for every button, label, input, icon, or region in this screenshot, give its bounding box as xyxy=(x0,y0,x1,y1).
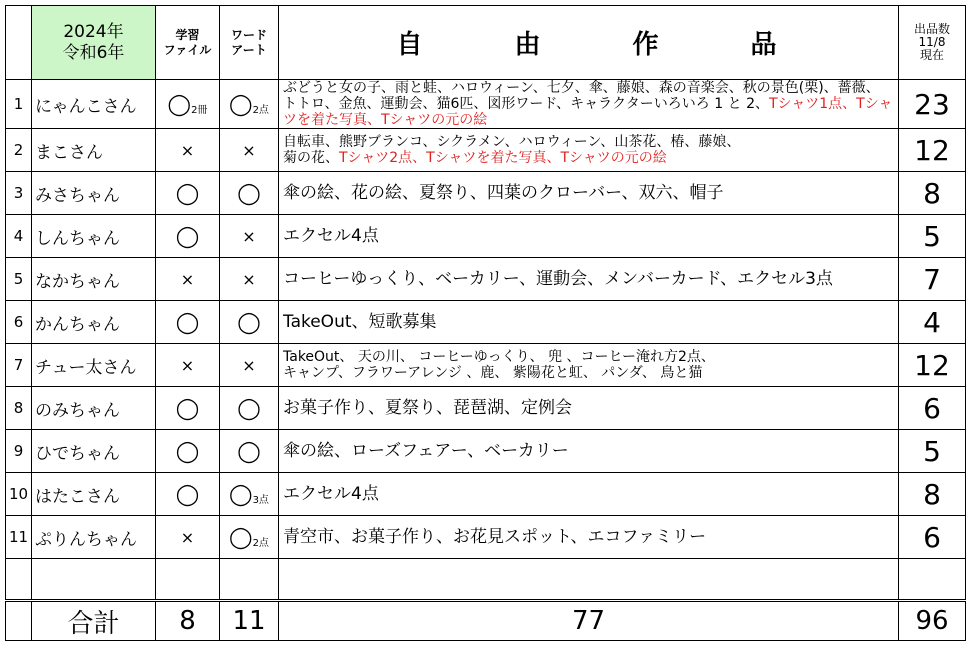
word-mark-symbol: × xyxy=(242,269,256,289)
word-mark xyxy=(220,301,279,344)
blank-cell xyxy=(156,559,220,601)
works-cell xyxy=(279,172,899,215)
table-row xyxy=(6,430,966,473)
file-mark xyxy=(156,80,220,129)
file-mark-symbol: × xyxy=(180,269,195,289)
word-header-line1: ワード xyxy=(230,27,267,42)
member-name: のみちゃん xyxy=(32,387,156,430)
member-name: まこさん xyxy=(32,129,156,172)
row-number: 3 xyxy=(6,172,32,215)
member-name: にゃんこさん xyxy=(32,80,156,129)
table-row xyxy=(6,516,966,559)
file-mark xyxy=(156,172,220,215)
member-name: ひでちゃん xyxy=(32,430,156,473)
works-cell xyxy=(279,215,899,258)
file-mark xyxy=(156,344,220,387)
works-text: TakeOut、短歌募集 xyxy=(283,312,437,332)
works-table xyxy=(5,5,966,641)
works-count: 4 xyxy=(899,301,966,344)
total-count: 96 xyxy=(899,601,966,641)
works-text: トトロ、金魚、運動会、猫6匹、図形ワード、キャラクターいろいろ 1 と 2、 xyxy=(283,96,769,112)
works-count: 12 xyxy=(899,344,966,387)
header-title xyxy=(279,6,899,80)
works-cell xyxy=(279,473,899,516)
works-cell xyxy=(279,344,899,387)
header-file xyxy=(156,6,220,80)
year-label: 2024年 xyxy=(63,21,124,42)
works-text: 青空市、お菓子作り、お花見スポット、エコファミリー xyxy=(283,527,707,547)
works-count: 12 xyxy=(899,129,966,172)
member-name: チュー太さん xyxy=(32,344,156,387)
row-number: 6 xyxy=(6,301,32,344)
table-row xyxy=(6,301,966,344)
total-works: 77 xyxy=(279,601,899,641)
works-count: 6 xyxy=(899,516,966,559)
file-mark xyxy=(156,430,220,473)
works-text: コーヒーゆっくり、ベーカリー、運動会、メンバーカード、エクセル3点 xyxy=(283,269,833,289)
row-number: 10 xyxy=(6,473,32,516)
works-text-red: Tシャツ2点、Tシャツを着た写真、Tシャツの元の絵 xyxy=(339,150,667,166)
file-mark-symbol: ◯ xyxy=(175,482,200,506)
works-text-red: Tシャツ1点、Tシャツを着た写真、Tシャツの元の絵 xyxy=(283,96,893,128)
file-mark-symbol: ◯ xyxy=(175,310,200,334)
word-mark-note: 3点 xyxy=(252,495,269,506)
file-mark-symbol: × xyxy=(180,527,195,547)
row-number: 11 xyxy=(6,516,32,559)
member-name: なかちゃん xyxy=(32,258,156,301)
row-number: 8 xyxy=(6,387,32,430)
word-mark-symbol: ◯ xyxy=(229,482,253,506)
works-text: エクセル4点 xyxy=(283,484,379,504)
word-mark-symbol: × xyxy=(242,140,256,160)
works-count: 8 xyxy=(899,473,966,516)
table-row xyxy=(6,172,966,215)
header-row xyxy=(6,6,966,80)
blank-cell xyxy=(32,559,156,601)
era-label: 令和6年 xyxy=(62,42,125,63)
word-mark xyxy=(220,344,279,387)
word-mark xyxy=(220,258,279,301)
file-mark xyxy=(156,301,220,344)
title-char: 品 xyxy=(750,30,781,60)
word-mark xyxy=(220,473,279,516)
blank-row xyxy=(6,559,966,601)
works-text: 傘の絵、花の絵、夏祭り、四葉のクローバー、双六、帽子 xyxy=(283,183,724,203)
row-number: 5 xyxy=(6,258,32,301)
blank-cell xyxy=(279,559,899,601)
works-count: 5 xyxy=(899,215,966,258)
file-mark-note: 2冊 xyxy=(191,105,208,116)
word-mark-symbol: ◯ xyxy=(229,525,253,549)
file-mark-symbol: ◯ xyxy=(175,224,200,248)
works-cell xyxy=(279,258,899,301)
total-label: 合計 xyxy=(32,601,156,641)
works-cell xyxy=(279,129,899,172)
member-name: しんちゃん xyxy=(32,215,156,258)
header-year xyxy=(32,6,156,80)
table-row xyxy=(6,344,966,387)
works-cell xyxy=(279,80,899,129)
file-mark-symbol: ◯ xyxy=(175,181,200,205)
file-mark-symbol: × xyxy=(180,355,195,375)
row-number: 4 xyxy=(6,215,32,258)
word-mark xyxy=(220,387,279,430)
works-count: 23 xyxy=(899,80,966,129)
title-char: 由 xyxy=(514,30,545,60)
total-row xyxy=(6,601,966,641)
blank-cell xyxy=(6,559,32,601)
word-mark xyxy=(220,516,279,559)
works-text: キャンプ、フラワーアレンジ 、鹿、 紫陽花と虹、 パンダ、 鳥と猫 xyxy=(283,365,703,381)
file-mark-symbol: ◯ xyxy=(167,92,192,116)
word-mark-symbol: ◯ xyxy=(237,181,261,205)
word-mark xyxy=(220,129,279,172)
works-count: 7 xyxy=(899,258,966,301)
works-text: ぶどうと女の子、雨と蛙、ハロウィーン、七夕、傘、藤娘、森の音楽会、秋の景色(栗)、薔薇、 xyxy=(283,80,880,96)
works-count: 5 xyxy=(899,430,966,473)
header-num xyxy=(6,6,32,80)
count-header-line3: 現在 xyxy=(919,48,944,62)
row-number: 9 xyxy=(6,430,32,473)
file-mark-symbol: ◯ xyxy=(175,396,200,420)
file-mark xyxy=(156,129,220,172)
works-text: 傘の絵、ローズフェアー、ベーカリー xyxy=(283,441,569,461)
total-word: 11 xyxy=(220,601,279,641)
blank-cell xyxy=(220,559,279,601)
member-name: はたこさん xyxy=(32,473,156,516)
word-mark-note: 2点 xyxy=(252,105,269,116)
table-row xyxy=(6,215,966,258)
works-text: TakeOut、 天の川、 コーヒーゆっくり、 兜 、コーヒー淹れ方2点、 xyxy=(283,349,715,365)
table-row xyxy=(6,80,966,129)
word-mark xyxy=(220,172,279,215)
word-mark-symbol: × xyxy=(242,355,256,375)
count-header-line2: 11/8 xyxy=(918,35,946,49)
file-mark-symbol: ◯ xyxy=(175,439,200,463)
table-row xyxy=(6,129,966,172)
file-mark xyxy=(156,215,220,258)
member-name: かんちゃん xyxy=(32,301,156,344)
header-word xyxy=(220,6,279,80)
table-row xyxy=(6,387,966,430)
file-mark-symbol: × xyxy=(180,140,195,160)
file-mark xyxy=(156,516,220,559)
works-cell xyxy=(279,430,899,473)
works-count: 8 xyxy=(899,172,966,215)
works-text: 菊の花、 xyxy=(283,150,339,166)
works-text: 自転車、熊野ブランコ、シクラメン、ハロウィーン、山茶花、椿、藤娘、 xyxy=(283,134,741,150)
works-cell xyxy=(279,387,899,430)
header-count xyxy=(899,6,966,80)
word-header-line2: アート xyxy=(231,42,267,57)
works-cell xyxy=(279,301,899,344)
member-name: ぷりんちゃん xyxy=(32,516,156,559)
word-mark xyxy=(220,215,279,258)
works-text: エクセル4点 xyxy=(283,226,379,246)
word-mark xyxy=(220,430,279,473)
file-mark xyxy=(156,473,220,516)
member-name: みさちゃん xyxy=(32,172,156,215)
file-mark xyxy=(156,258,220,301)
word-mark-symbol: ◯ xyxy=(237,439,261,463)
word-mark-note: 2点 xyxy=(252,538,269,549)
works-cell xyxy=(279,516,899,559)
word-mark-symbol: ◯ xyxy=(237,396,261,420)
file-header-line2: ファイル xyxy=(163,42,212,57)
total-num xyxy=(6,601,32,641)
row-number: 2 xyxy=(6,129,32,172)
total-file: 8 xyxy=(156,601,220,641)
word-mark xyxy=(220,80,279,129)
word-mark-symbol: ◯ xyxy=(237,310,261,334)
row-number: 1 xyxy=(6,80,32,129)
table-row xyxy=(6,258,966,301)
word-mark-symbol: × xyxy=(242,226,256,246)
row-number: 7 xyxy=(6,344,32,387)
works-text: お菓子作り、夏祭り、琵琶湖、定例会 xyxy=(283,398,572,418)
word-mark-symbol: ◯ xyxy=(229,92,253,116)
count-header-line1: 出品数 xyxy=(913,22,950,36)
table-row xyxy=(6,473,966,516)
works-count: 6 xyxy=(899,387,966,430)
file-mark xyxy=(156,387,220,430)
title-char: 作 xyxy=(632,30,663,60)
blank-cell xyxy=(899,559,966,601)
file-header-line1: 学習 xyxy=(175,27,200,42)
title-char: 自 xyxy=(396,30,427,60)
